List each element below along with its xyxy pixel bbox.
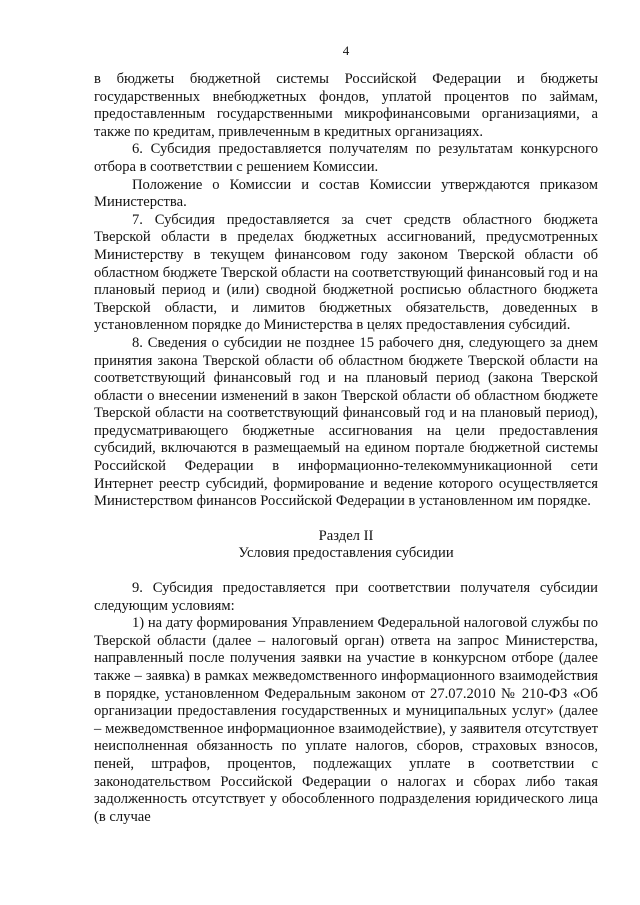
section-title: Условия предоставления субсидии <box>238 545 454 562</box>
paragraph-continuation: в бюджеты бюджетной системы Российской Федерации и бюджеты государственных внебюджетных фондов, уплатой процентов по займам, предоставленным государственными микрофинансовыми организациями, а также по кредитам, привлеченным в кредитных организациях. <box>94 71 598 140</box>
paragraph-clause-6: 6. Субсидия предоставляется получателям по результатам конкурсного отбора в соответствии с решением Комиссии. <box>94 141 598 175</box>
paragraph-clause-9: 9. Субсидия предоставляется при соответствии получателя субсидии следующим условиям: <box>94 580 598 614</box>
section-spacer-top <box>94 511 598 528</box>
paragraph-commission: Положение о Комиссии и состав Комиссии утверждаются приказом Министерства. <box>94 176 598 211</box>
section-number: Раздел II <box>318 527 374 544</box>
document-body <box>94 71 598 826</box>
paragraph-clause-7: 7. Субсидия предоставляется за счет средств областного бюджета Тверской области в пределах бюджетных ассигнований, предусмотренных Министерству в текущем финансовом году законом Тверской области об областном бюджете Тверской области на соответствующий финансовый год и на плановый период и (или) сводной бюджетной росписью областного бюджета Тверской области, и лимитов бюджетных обязательств, доведенных в установленном порядке до Министерства в целях предоставления субсидий. <box>94 211 598 334</box>
page-number: 4 <box>342 43 350 58</box>
paragraph-condition-1: 1) на дату формирования Управлением Федеральной налоговой службы по Тверской области (далее – налоговый орган) ответа на запрос Министерства, направленный после получения заявки на участие в конкурсном отборе (далее также – заявка) в рамках межведомственного информационного взаимодействия в порядке, установленном Федеральным законом от 27.07.2010 № 210-ФЗ «Об организации предоставления государственных и муниципальных услуг» (далее – межведомственное информационное взаимодействие), у заявителя отсутствует неисполненная обязанность по уплате налогов, сборов, страховых взносов, пеней, штрафов, процентов, подлежащих уплате в соответствии с законодательством Российской Федерации о налогах и сборах либо такая задолженность отсутствует у обособленного подразделения юридического лица (в случае <box>94 615 598 825</box>
paragraph-clause-8: 8. Сведения о субсидии не позднее 15 рабочего дня, следующего за днем принятия закона Тверской области об областном бюджете Тверской области на соответствующий финансовый год и на плановый период (закона Тверской области о внесении изменений в закон Тверской области об областном бюджете Тверской области на соответствующий финансовый год и на плановый период), предусматривающего бюджетные ассигнования на цели предоставления субсидий, включаются в размещаемый на едином портале бюджетной системы Российской Федерации в информационно-телекоммуникационной сети Интернет реестр субсидий, формирование и ведение которого осуществляется Министерством финансов Российской Федерации в установленном им порядке. <box>94 334 598 510</box>
section-spacer-bottom <box>94 563 598 580</box>
